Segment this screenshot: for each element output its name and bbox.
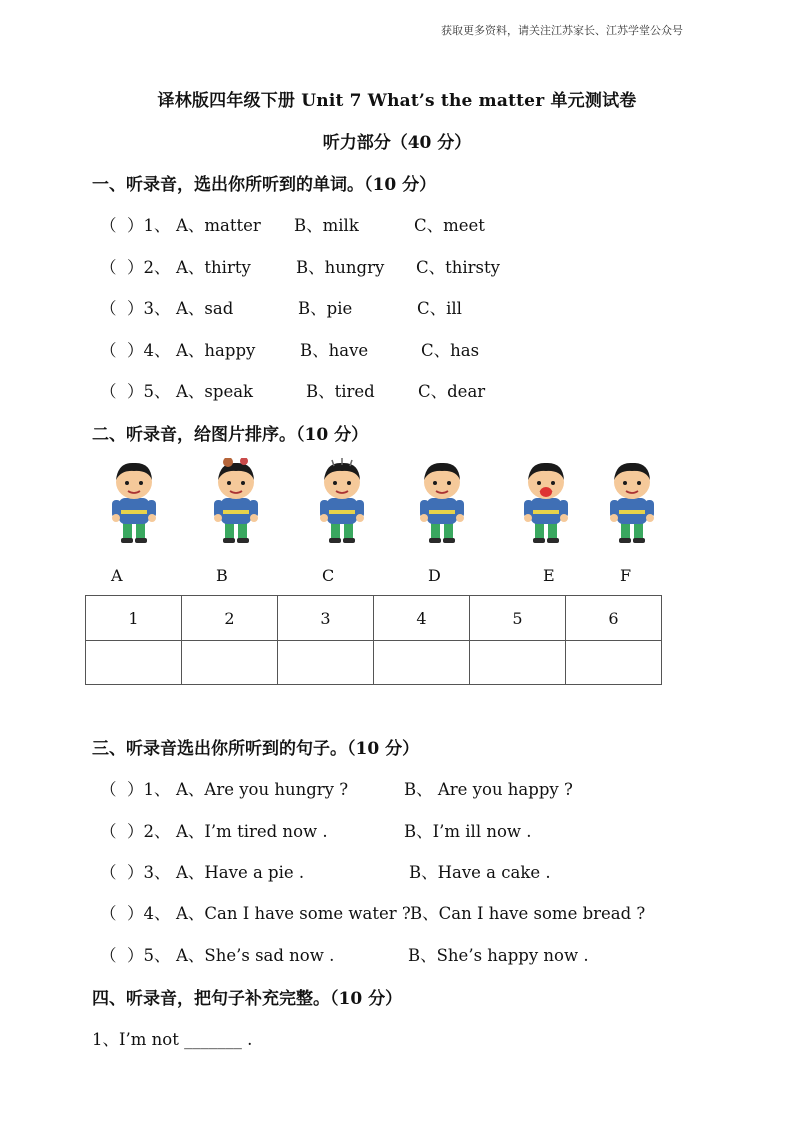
- option-c[interactable]: C、has: [421, 341, 480, 360]
- option-b[interactable]: B、 Are you happy ?: [404, 780, 573, 799]
- option-a[interactable]: A、happy: [176, 341, 256, 360]
- answer-cell[interactable]: [566, 641, 662, 685]
- option-c[interactable]: C、ill: [417, 299, 462, 318]
- question-number: ）3、: [127, 299, 171, 318]
- boy-happy-icon: [104, 458, 164, 548]
- option-a[interactable]: A、speak: [176, 382, 254, 401]
- boy-ill-icon: [312, 458, 372, 548]
- question-number: ）1、: [127, 216, 171, 235]
- boy-tired-icon: [412, 458, 472, 548]
- boy-thirsty-icon: [516, 458, 576, 548]
- answer-paren[interactable]: （: [100, 822, 117, 841]
- page-title: 译林版四年级下册 Unit 7 What’s the matter 单元测试卷: [157, 91, 637, 111]
- section3-heading: 三、听录音选出你所听到的句子。（10 分）: [92, 739, 420, 759]
- order-number: 5: [470, 596, 566, 641]
- page-subtitle: 听力部分（40 分）: [322, 133, 472, 153]
- option-c[interactable]: C、meet: [414, 216, 485, 235]
- option-b[interactable]: B、milk: [294, 216, 359, 235]
- answer-paren[interactable]: （: [100, 946, 117, 965]
- answer-paren[interactable]: （: [100, 299, 117, 318]
- answer-cell[interactable]: [374, 641, 470, 685]
- picture-letter: B: [216, 566, 228, 585]
- answer-paren[interactable]: （: [100, 382, 117, 401]
- option-b[interactable]: B、have: [300, 341, 369, 360]
- ordering-table: [85, 595, 662, 685]
- option-b[interactable]: B、I’m ill now .: [404, 822, 532, 841]
- option-b[interactable]: B、hungry: [296, 258, 385, 277]
- question-number: ）5、: [127, 382, 171, 401]
- option-a[interactable]: A、Are you hungry ?: [176, 780, 349, 799]
- question-number: ）4、: [127, 904, 171, 923]
- order-number: 4: [374, 596, 470, 641]
- answer-cell[interactable]: [86, 641, 182, 685]
- picture-letter: E: [543, 566, 555, 585]
- answer-paren[interactable]: （: [100, 258, 117, 277]
- question-number: ）4、: [127, 341, 171, 360]
- picture-letter: D: [428, 566, 441, 585]
- option-a[interactable]: A、She’s sad now .: [176, 946, 335, 965]
- question-number: ）3、: [127, 863, 171, 882]
- order-number: 2: [182, 596, 278, 641]
- answer-paren[interactable]: （: [100, 780, 117, 799]
- option-a[interactable]: A、Can I have some water ?: [176, 904, 411, 923]
- boy-hungry-icon: [206, 458, 266, 548]
- option-b[interactable]: B、Have a cake .: [409, 863, 551, 882]
- answer-paren[interactable]: （: [100, 904, 117, 923]
- option-a[interactable]: A、Have a pie .: [176, 863, 305, 882]
- boy-sad-icon: [602, 458, 662, 548]
- answer-paren[interactable]: （: [100, 863, 117, 882]
- answer-paren[interactable]: （: [100, 341, 117, 360]
- answer-paren[interactable]: （: [100, 216, 117, 235]
- question-number: ）2、: [127, 258, 171, 277]
- answer-cell[interactable]: [278, 641, 374, 685]
- section4-heading: 四、听录音，把句子补充完整。（10 分）: [92, 989, 403, 1009]
- order-number: 3: [278, 596, 374, 641]
- question-number: ）2、: [127, 822, 171, 841]
- option-b[interactable]: B、Can I have some bread ?: [410, 904, 646, 923]
- option-a[interactable]: A、matter: [176, 216, 261, 235]
- option-a[interactable]: A、thirty: [176, 258, 251, 277]
- option-c[interactable]: C、thirsty: [416, 258, 500, 277]
- answer-cell[interactable]: [470, 641, 566, 685]
- option-c[interactable]: C、dear: [418, 382, 486, 401]
- option-a[interactable]: A、I’m tired now .: [176, 822, 328, 841]
- option-a[interactable]: A、sad: [176, 299, 234, 318]
- question-number: ）5、: [127, 946, 171, 965]
- question-number: ）1、: [127, 780, 171, 799]
- order-number: 6: [566, 596, 662, 641]
- option-b[interactable]: B、She’s happy now .: [408, 946, 589, 965]
- option-b[interactable]: B、pie: [298, 299, 353, 318]
- option-b[interactable]: B、tired: [306, 382, 375, 401]
- picture-letter: A: [111, 566, 123, 585]
- section2-heading: 二、听录音，给图片排序。（10 分）: [92, 425, 369, 445]
- order-number: 1: [86, 596, 182, 641]
- picture-letter: F: [620, 566, 632, 585]
- answer-cell[interactable]: [182, 641, 278, 685]
- fill-blank-sentence[interactable]: 1、I’m not _______ .: [92, 1030, 253, 1049]
- picture-letter: C: [322, 566, 335, 585]
- header-note: 获取更多资料，请关注江苏家长、江苏学堂公众号: [441, 24, 683, 37]
- section1-heading: 一、听录音，选出你所听到的单词。（10 分）: [92, 175, 437, 195]
